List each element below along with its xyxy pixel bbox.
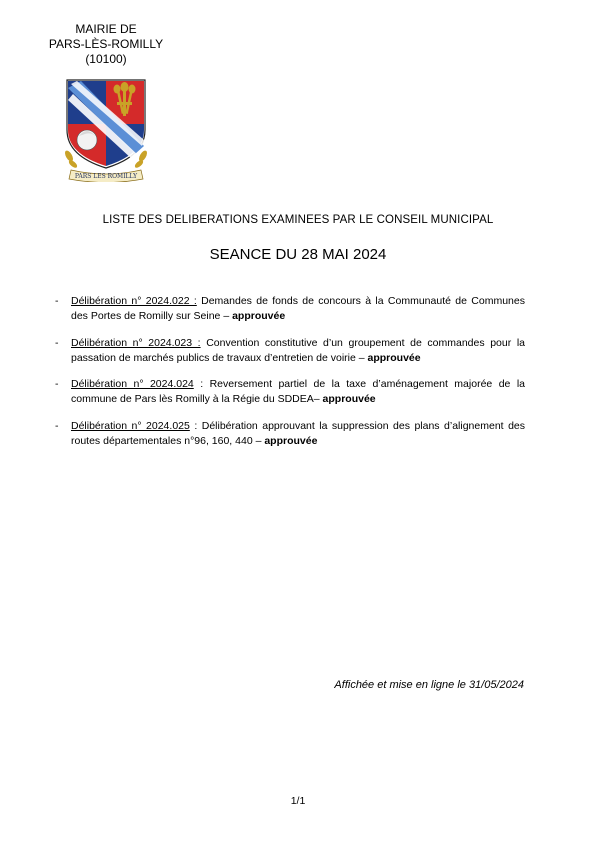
deliberation-reference: Délibération n° 2024.025 <box>71 420 190 432</box>
deliberation-item <box>55 336 525 366</box>
deliberation-status: approuvée <box>322 393 376 405</box>
list-bullet: - <box>55 378 59 390</box>
deliberation-reference: Délibération n° 2024.022 : <box>71 295 197 307</box>
deliberation-status: approuvée <box>232 310 286 322</box>
list-title: LISTE DES DELIBERATIONS EXAMINEES PAR LE CONSEIL MUNICIPAL <box>102 214 494 226</box>
deliberation-reference: Délibération n° 2024.023 : <box>71 337 201 349</box>
deliberation-reference: Délibération n° 2024.024 <box>71 378 194 390</box>
seance-title: SEANCE DU 28 MAI 2024 <box>209 246 387 263</box>
list-bullet: - <box>55 337 59 349</box>
deliberation-item <box>55 377 525 407</box>
coat-of-arms-logo <box>63 78 149 182</box>
deliberation-status: approuvée <box>264 435 318 447</box>
commune-name: PARS-LÈS-ROMILLY <box>48 37 164 51</box>
deliberation-description: : Délibération approuvant la suppression des plans d’alignement des routes départementales n°96, 160, 440 – <box>71 420 525 447</box>
deliberation-description: Demandes de fonds de concours à la Communauté de Communes des Portes de Romilly sur Seine – <box>71 295 525 322</box>
mairie-label: MAIRIE DE <box>75 22 137 36</box>
postal-code: (10100) <box>85 52 127 66</box>
list-bullet: - <box>55 420 59 432</box>
mairie-header <box>40 22 172 67</box>
publication-note: Affichée et mise en ligne le 31/05/2024 <box>334 679 524 691</box>
deliberation-item <box>55 419 525 449</box>
crest-ribbon-text: PARS LES ROMILLY <box>74 173 138 180</box>
deliberation-item <box>55 294 525 324</box>
deliberation-status: approuvée <box>367 352 421 364</box>
page-number: 1/1 <box>290 795 306 807</box>
list-bullet: - <box>55 295 59 307</box>
deliberation-description: Convention constitutive d’un groupement de commandes pour la passation de marchés publics de travaux d’entretien de voirie – <box>71 337 525 364</box>
deliberation-description: : Reversement partiel de la taxe d’aménagement majorée de la commune de Pars lès Romilly à la Régie du SDDEA– <box>71 378 525 405</box>
